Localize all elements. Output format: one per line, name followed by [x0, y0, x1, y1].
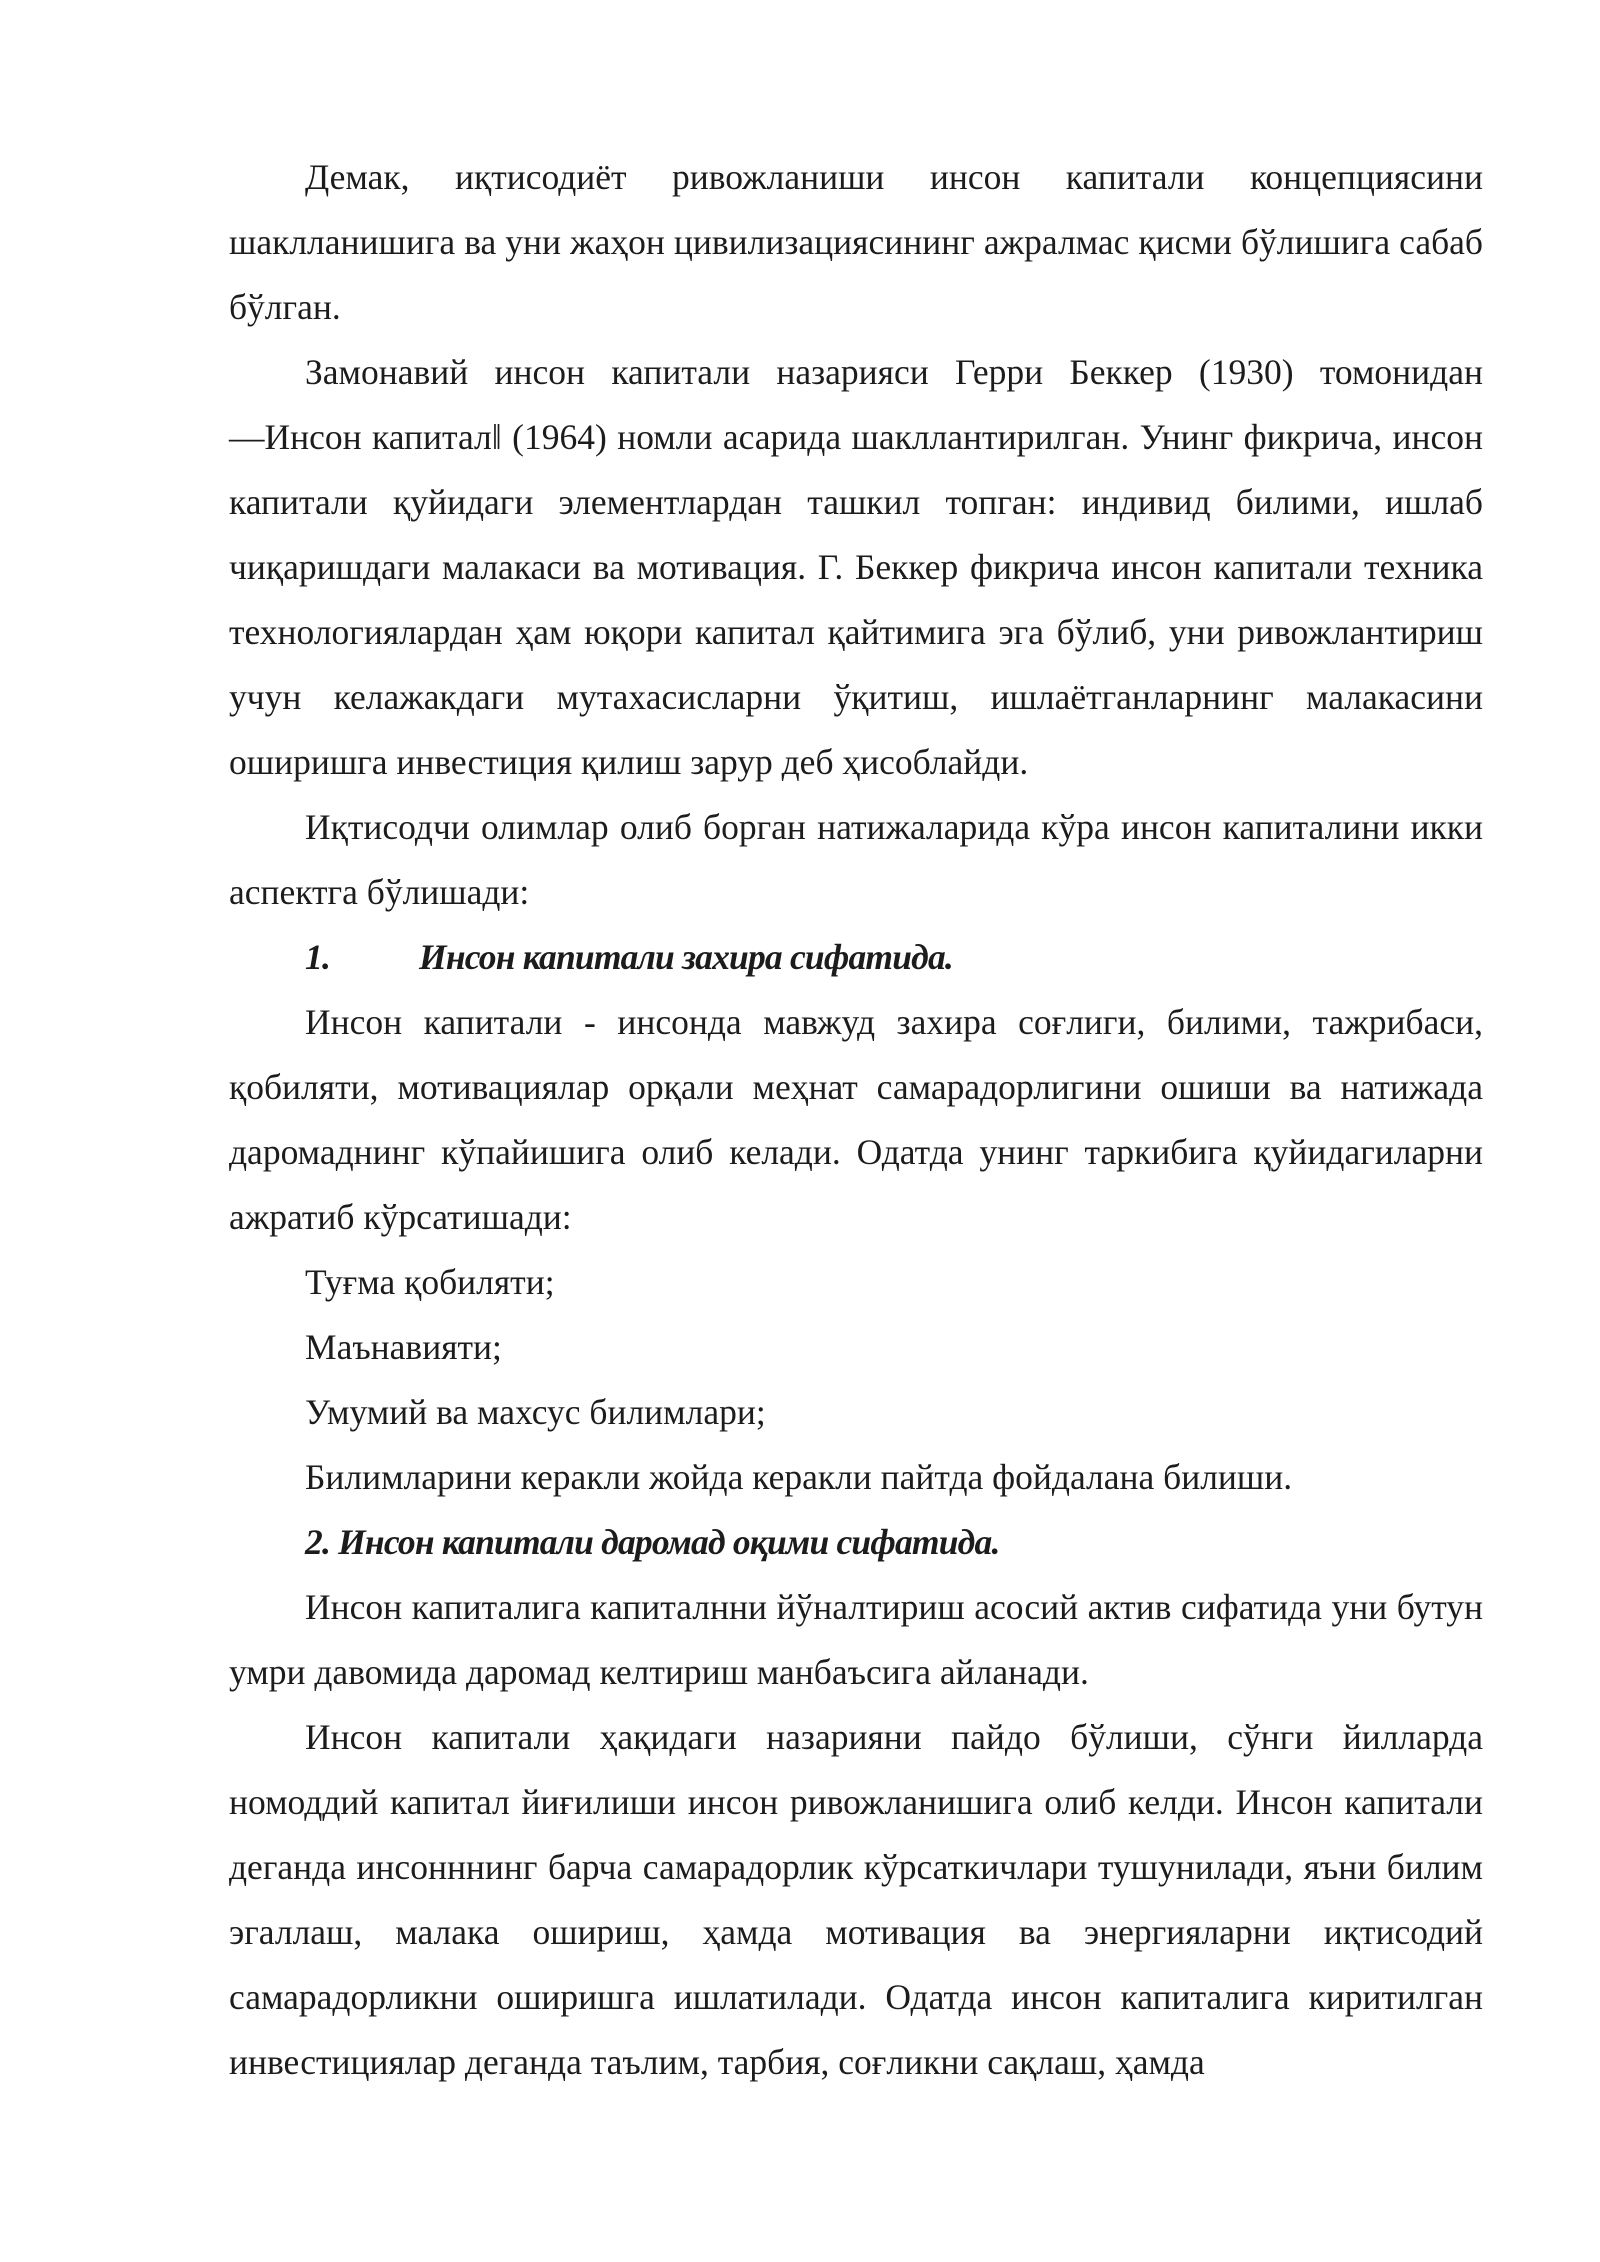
document-body [229, 145, 1483, 2095]
paragraph-intro: Демак, иқтисодиёт ривожланиши инсон капитали концепциясини шаклланишига ва уни жаҳон цивилизациясининг ажралмас қисми бўлишига сабаб бўлган. [229, 157, 1483, 327]
paragraph-theory-emergence: Инсон капитали ҳақидаги назарияни пайдо бўлиши, сўнги йилларда номоддий капитал йиғилиши инсон ривожланишига олиб келди. Инсон капитали деганда инсонннинг барча самарадорлик кўрсаткичлари тушунилади, яъни билим эгаллаш, малака ошириш, ҳамда мотивация ва энергияларни иқтисодий самарадорликни оширишга ишлатилади. Одатда инсон капиталига киритилган инвестициялар деганда таълим, тарбия, соғликни сақлаш, ҳамда [229, 1717, 1483, 2082]
section-heading-2: 2. Инсон капитали даромад оқими сифатида. [305, 1522, 1000, 1562]
paragraph-two-aspects: Иқтисодчи олимлар олиб борган натижаларида кўра инсон капиталини икки аспектга бўлишади: [229, 807, 1483, 912]
paragraph-reserve: Инсон капитали - инсонда мавжуд захира соғлиги, билими, тажрибаси, қобиляти, мотивациялар орқали меҳнат самарадорлигини ошиши ва натижада даромаднинг кўпайишига олиб келади. Одатда унинг таркибига қуйидагиларни ажратиб кўрсатишади: [229, 1002, 1483, 1237]
section-heading-1 [229, 925, 1483, 990]
section-heading-1-title: Инсон капитали захира сифатида. [419, 937, 953, 977]
list-item: Маънавияти; [305, 1327, 502, 1367]
section-heading-1-number: 1. [305, 937, 331, 977]
paragraph-income-flow: Инсон капиталига капиталнни йўналтириш асосий актив сифатида уни бутун умри давомида даромад келтириш манбаъсига айланади. [229, 1587, 1483, 1692]
paragraph-becker-theory: Замонавий инсон капитали назарияси Герри Беккер (1930) томонидан ―Инсон капитал‖ (1964) номли асарида шакллантирилган. Унинг фикрича, инсон капитали қуйидаги элементлардан ташкил топган: индивид билими, ишлаб чиқаришдаги малакаси ва мотивация. Г. Беккер фикрича инсон капитали техника технологиялардан ҳам юқори капитал қайтимига эга бўлиб, уни ривожлантириш учун келажакдаги мутахасисларни ўқитиш, ишлаётганларнинг малакасини оширишга инвестиция қилиш зарур деб ҳисоблайди. [229, 352, 1483, 782]
list-item: Умумий ва махсус билимлари; [305, 1392, 766, 1432]
list-item: Билимларини керакли жойда керакли пайтда фойдалана билиши. [305, 1457, 1293, 1497]
list-item: Туғма қобиляти; [305, 1262, 555, 1302]
